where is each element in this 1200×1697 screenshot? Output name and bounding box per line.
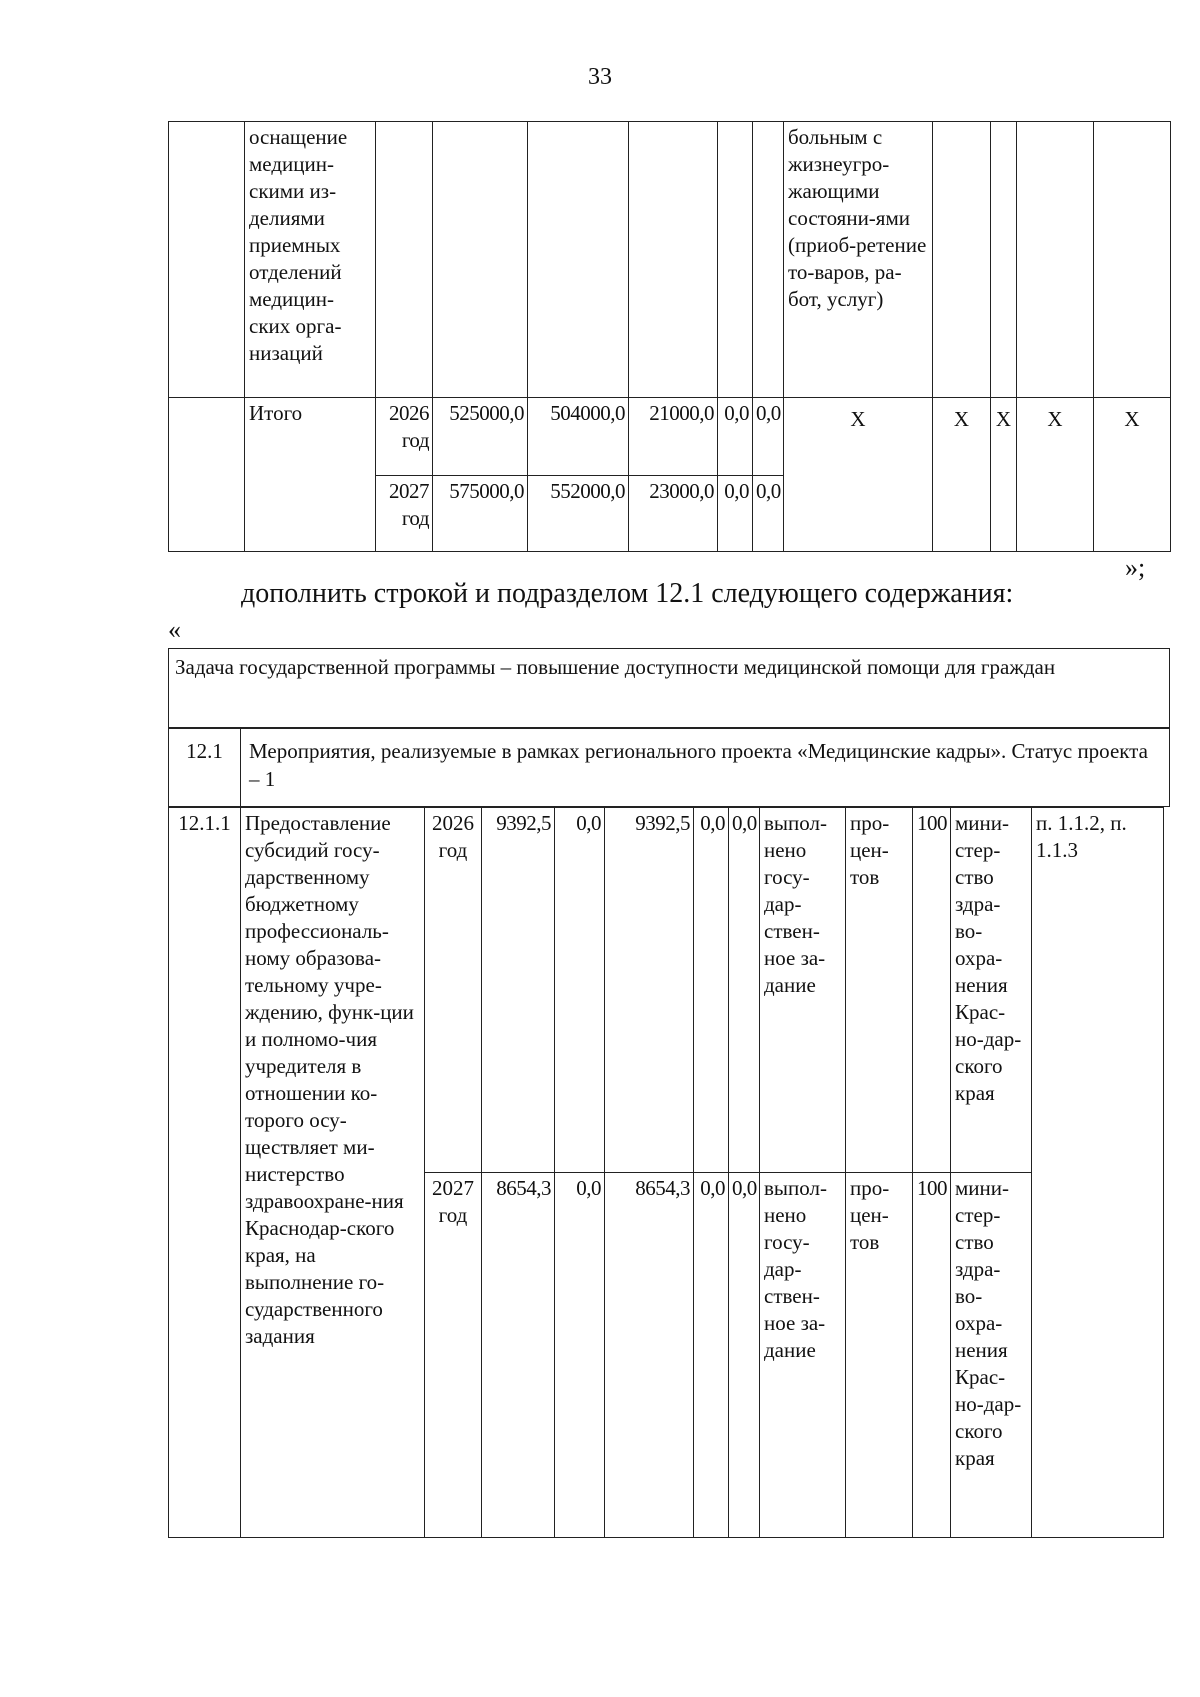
program-task: Задача государственной программы – повышение доступности медицинской помощи для граждан xyxy=(168,648,1170,728)
table-row xyxy=(169,122,1171,398)
x-mark: X xyxy=(1094,398,1171,552)
x-mark: X xyxy=(1017,398,1094,552)
x-mark: X xyxy=(933,398,991,552)
reference-cell: п. 1.1.2, п. 1.1.3 xyxy=(1032,808,1164,1538)
continuation-table xyxy=(168,121,1171,552)
subsection-header xyxy=(168,728,1170,807)
row-number: 12.1.1 xyxy=(169,808,241,1538)
table-row: 2027 год 575000,0 552000,0 23000,0 0,0 0,0 xyxy=(169,476,1171,552)
table-row: 12.1.1 Предоставление субсидий госу-дарственному бюджетному профессиональ-ному образова-тельному учре-ждению, функ-ции и полномо-чия учредителя в отношении ко-торого осу-ществляет ми-нистерство здравоохране-ния Краснодар-ского края, на выполнение го-сударственного задания 2026 год 9392,5 0,0 9392,5 0,0 0,0 выпол-нено госу-дар-ствен-ное за-дание про-цен-тов 100 мини-стер-ство здра-во-охра-нения Крас-но-дар-ского края п. 1.1.2, п. 1.1.3 xyxy=(169,808,1164,1173)
opening-quote: « xyxy=(168,615,181,644)
x-mark: X xyxy=(991,398,1017,552)
table-row: 2027 год 8654,3 0,0 8654,3 0,0 0,0 выпол-нено госу-дар-ствен-ное за-дание про-цен-тов 100 мини-стер-ство здра-во-охра-нения Крас-но-дар-ского края xyxy=(169,1173,1164,1538)
result-cell: больным с жизнеугро-жающими состояни-ями (приоб-ретение то-варов, ра-бот, услуг) xyxy=(784,122,933,398)
event-name-cell: Предоставление субсидий госу-дарственному бюджетному профессиональ-ному образова-тельному учре-ждению, функ-ции и полномо-чия учредителя в отношении ко-торого осу-ществляет ми-нистерство здравоохране-ния Краснодар-ского края, на выполнение го-сударственного задания xyxy=(241,808,425,1538)
table-row: Итого 2026 год 525000,0 504000,0 21000,0 0,0 0,0 X X X X X xyxy=(169,398,1171,476)
event-name-cell: оснащение медицин-скими из-делиями приемных отделений медицин-ских орга-низаций xyxy=(245,122,376,398)
x-mark: X xyxy=(784,398,933,552)
total-label: Итого xyxy=(245,398,376,552)
amendment-intro: дополнить строкой и подразделом 12.1 следующего содержания: xyxy=(241,578,1014,609)
subsection-table xyxy=(168,807,1164,1538)
subsection-title: Мероприятия, реализуемые в рамках регионального проекта «Медицинские кадры». Статус проекта – 1 xyxy=(249,739,1148,791)
subsection-number: 12.1 xyxy=(169,729,241,806)
page-number: 33 xyxy=(588,64,612,90)
closing-quote: »; xyxy=(1125,553,1146,582)
